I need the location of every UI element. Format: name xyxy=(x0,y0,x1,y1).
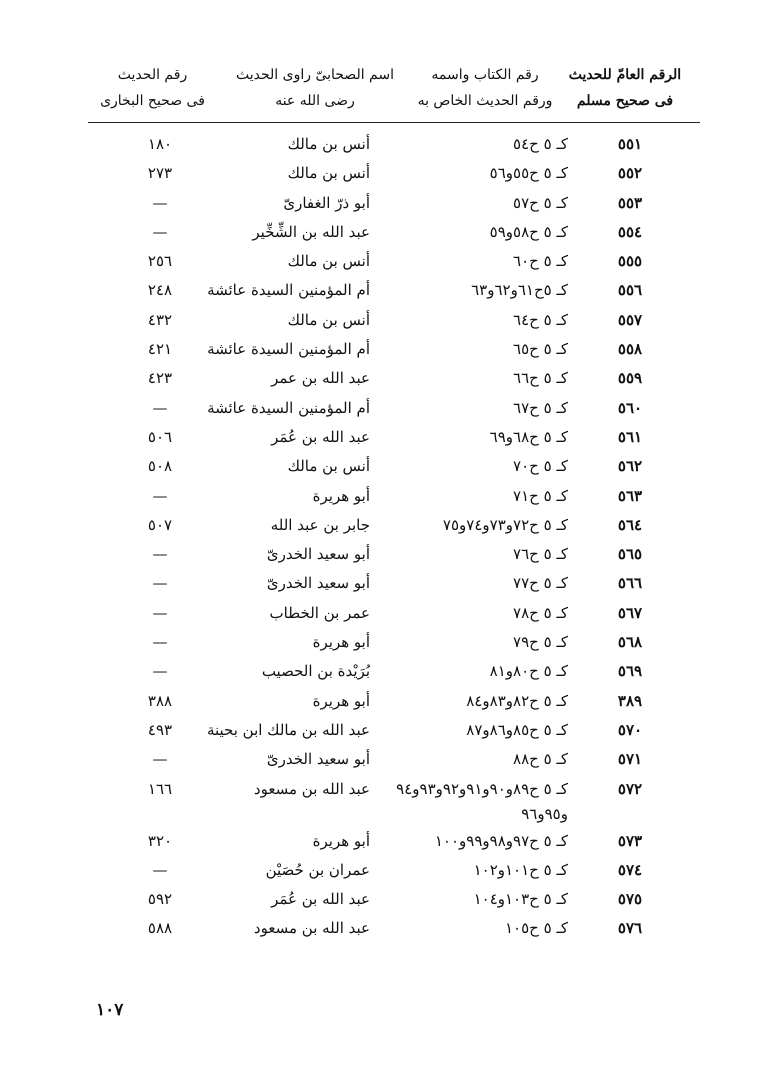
narrator-cell: عبد الله بن عُمَر xyxy=(271,890,370,909)
book-reference-cell xyxy=(408,657,568,686)
narrator-cell: أنس بن مالك xyxy=(287,164,370,183)
book-reference-text: كـ ٥ ح٧٩ xyxy=(513,633,568,652)
book-reference-text: كـ ٥ح٦١و٦٢و٦٣ xyxy=(471,281,568,300)
header-book-line1: رقم الكتاب واسمه xyxy=(431,67,539,83)
bukhari-number-cell: — xyxy=(152,193,168,212)
table-row xyxy=(90,775,690,827)
bukhari-number-cell: — xyxy=(152,750,168,769)
narrator-cell: أبو هريرة xyxy=(312,691,370,710)
hadith-number-cell: ٥٧٦ xyxy=(617,919,643,938)
narrator-cell: أم المؤمنين السيدة عائشة xyxy=(207,281,370,300)
hadith-number-cell: ٥٦٤ xyxy=(617,515,643,534)
header-book-line2: ورقم الحديث الخاص به xyxy=(417,93,553,109)
table-row xyxy=(90,364,690,393)
table-row xyxy=(90,130,690,159)
table-row xyxy=(90,276,690,305)
hadith-number-cell: ٥٧١ xyxy=(617,750,643,769)
header-narrator-line2: رضى الله عنه xyxy=(275,93,355,109)
book-reference-cell xyxy=(408,716,568,745)
hadith-number-cell: ٥٦٦ xyxy=(617,574,643,593)
page-number: ١٠٧ xyxy=(96,1000,124,1020)
book-reference-cell xyxy=(408,306,568,335)
bukhari-number-cell: ٢٥٦ xyxy=(147,252,173,271)
book-reference-cell xyxy=(408,827,568,856)
hadith-number-cell: ٥٦٠ xyxy=(617,398,643,417)
book-reference-cell xyxy=(408,856,568,885)
header-bukhari xyxy=(90,62,215,114)
book-reference-text: كـ ٥ ح٥٧ xyxy=(513,193,568,212)
book-reference-text: كـ ٥ ح٧٦ xyxy=(513,545,568,564)
hadith-number-cell: ٥٦١ xyxy=(617,427,643,446)
narrator-cell: عبد الله بن مسعود xyxy=(253,919,370,938)
narrator-cell: عبد الله بن مالك ابن بحينة xyxy=(206,720,370,739)
table-row xyxy=(90,335,690,364)
bukhari-number-cell: — xyxy=(152,633,168,652)
bukhari-number-cell: ٥٠٦ xyxy=(147,427,173,446)
book-reference-cell xyxy=(408,569,568,598)
book-reference-text: كـ ٥ ح٦٦ xyxy=(513,369,568,388)
hadith-number-cell: ٥٥٣ xyxy=(617,193,643,212)
header-divider xyxy=(88,122,700,123)
book-reference-cell xyxy=(408,687,568,716)
narrator-cell: جابر بن عبد الله xyxy=(270,515,370,534)
table-row xyxy=(90,218,690,247)
header-narrator xyxy=(235,62,395,114)
table-row xyxy=(90,827,690,856)
hadith-number-cell: ٥٦٢ xyxy=(617,457,643,476)
narrator-cell: أبو سعيد الخدرىّ xyxy=(266,545,370,564)
bukhari-number-cell: ٤٣٢ xyxy=(147,310,173,329)
book-reference-text: كـ ٥ ح٨٨ xyxy=(513,750,568,769)
bukhari-number-cell: ١٦٦ xyxy=(147,779,173,798)
hadith-number-cell: ٥٧٥ xyxy=(617,890,643,909)
bukhari-number-cell: ٥٠٧ xyxy=(147,515,173,534)
book-reference-cell xyxy=(408,745,568,774)
book-reference-cell xyxy=(408,247,568,276)
hadith-number-cell: ٥٥٥ xyxy=(617,252,643,271)
bukhari-number-cell: ٤٢٣ xyxy=(147,369,173,388)
table-body xyxy=(90,130,690,944)
book-reference-cell xyxy=(408,159,568,188)
narrator-cell: عبد الله بن مسعود xyxy=(253,779,370,798)
book-reference-text: كـ ٥ ح٨٥و٨٦و٨٧ xyxy=(466,720,568,739)
book-reference-text: كـ ٥ ح٧٧ xyxy=(513,574,568,593)
table-row xyxy=(90,628,690,657)
bukhari-number-cell: ٥٠٨ xyxy=(147,457,173,476)
hadith-number-cell: ٥٧٤ xyxy=(617,860,643,879)
narrator-cell: أنس بن مالك xyxy=(287,252,370,271)
book-reference-cell xyxy=(408,511,568,540)
narrator-cell: أبو سعيد الخدرىّ xyxy=(266,574,370,593)
table-row xyxy=(90,306,690,335)
book-reference-text: كـ ٥ ح٧١ xyxy=(513,486,568,505)
table-row xyxy=(90,657,690,686)
book-reference-cell xyxy=(408,394,568,423)
narrator-cell: أنس بن مالك xyxy=(287,310,370,329)
narrator-cell: أم المؤمنين السيدة عائشة xyxy=(207,340,370,359)
book-reference-cell xyxy=(408,130,568,159)
narrator-cell: عبد الله بن عمر xyxy=(271,369,370,388)
hadith-number-cell: ٥٥٤ xyxy=(617,222,643,241)
table-row xyxy=(90,423,690,452)
bukhari-number-cell: — xyxy=(152,486,168,505)
header-hadith-number-line2: فى صحيح مسلم xyxy=(576,93,674,109)
narrator-cell: أنس بن مالك xyxy=(287,135,370,153)
bukhari-number-cell: ٥٨٨ xyxy=(147,919,173,938)
table-row xyxy=(90,914,690,943)
bukhari-number-cell: — xyxy=(152,860,168,879)
hadith-number-cell: ٥٥٢ xyxy=(617,164,643,183)
table-row xyxy=(90,189,690,218)
narrator-cell: عمران بن حُصَيْن xyxy=(265,860,370,879)
hadith-number-cell: ٥٥٦ xyxy=(617,281,643,300)
hadith-number-cell: ٥٦٨ xyxy=(617,633,643,652)
book-reference-text: كـ ٥ ح٨٠و٨١ xyxy=(489,662,568,681)
book-reference-text: كـ ٥ ح٦٧ xyxy=(513,398,568,417)
hadith-number-cell: ٥٧٣ xyxy=(617,831,643,850)
table-row xyxy=(90,856,690,885)
book-reference-text: كـ ٥ ح٦٤ xyxy=(513,310,568,329)
bukhari-number-cell: ٣٨٨ xyxy=(147,691,173,710)
hadith-number-cell: ٥٦٩ xyxy=(617,662,643,681)
book-reference-cell xyxy=(408,540,568,569)
book-reference-text: كـ ٥ ح٥٥و٥٦ xyxy=(489,164,568,183)
bukhari-number-cell: ٢٧٣ xyxy=(147,164,173,183)
narrator-cell: أم المؤمنين السيدة عائشة xyxy=(207,398,370,417)
book-reference-cell xyxy=(408,452,568,481)
bukhari-number-cell: ٤٢١ xyxy=(147,340,173,359)
table-row xyxy=(90,540,690,569)
hadith-number-cell: ٥٥١ xyxy=(617,135,643,153)
bukhari-number-cell: — xyxy=(152,662,168,681)
table-row xyxy=(90,452,690,481)
hadith-number-cell: ٥٧٢ xyxy=(617,779,643,798)
hadith-number-cell: ٥٥٧ xyxy=(617,310,643,329)
bukhari-number-cell: — xyxy=(152,545,168,564)
book-reference-cell xyxy=(408,599,568,628)
table-row xyxy=(90,569,690,598)
book-reference-cell xyxy=(408,885,568,914)
book-reference-text: كـ ٥ ح٧٨ xyxy=(513,603,568,622)
hadith-number-cell: ٥٧٠ xyxy=(617,720,643,739)
book-reference-text: كـ ٥ ح١٠٣و١٠٤ xyxy=(473,890,568,909)
book-reference-text: كـ ٥ ح٨٢و٨٣و٨٤ xyxy=(466,691,568,710)
bukhari-number-cell: ٣٢٠ xyxy=(147,831,173,850)
narrator-cell: أنس بن مالك xyxy=(287,457,370,476)
narrator-cell: عمر بن الخطاب xyxy=(269,603,370,622)
bukhari-number-cell: — xyxy=(152,603,168,622)
narrator-cell: أبو هريرة xyxy=(312,633,370,652)
book-reference-cell xyxy=(408,335,568,364)
book-reference-text: كـ ٥ ح٦٠ xyxy=(513,252,568,271)
bukhari-number-cell: ٤٩٣ xyxy=(147,720,173,739)
bukhari-number-cell: — xyxy=(152,398,168,417)
book-reference-cell xyxy=(408,364,568,393)
narrator-cell: أبو هريرة xyxy=(312,486,370,505)
hadith-number-cell: ٥٦٧ xyxy=(617,603,643,622)
book-reference-text: كـ ٥ ح٥٨و٥٩ xyxy=(489,222,568,241)
hadith-number-cell: ٣٨٩ xyxy=(617,691,643,710)
narrator-cell: عبد الله بن الشِّخِّير xyxy=(252,222,370,241)
book-reference-text: كـ ٥ ح٩٧و٩٨و٩٩و١٠٠ xyxy=(434,831,568,850)
hadith-number-cell: ٥٦٥ xyxy=(617,545,643,564)
header-book xyxy=(410,62,560,114)
book-reference-cell xyxy=(408,276,568,305)
book-reference-continuation: و٩٥و٩٦ xyxy=(521,804,568,823)
table-row xyxy=(90,745,690,774)
narrator-cell: عبد الله بن عُمَر xyxy=(271,427,370,446)
book-reference-text: كـ ٥ ح٦٨و٦٩ xyxy=(489,427,568,446)
book-reference-cell xyxy=(408,423,568,452)
narrator-cell: أبو ذرّ الغفارىّ xyxy=(283,193,370,212)
narrator-cell: أبو هريرة xyxy=(312,831,370,850)
header-hadith-number xyxy=(560,62,690,114)
book-reference-text: كـ ٥ ح٨٩و٩٠و٩١و٩٢و٩٣و٩٤ xyxy=(396,779,568,798)
table-row xyxy=(90,511,690,540)
header-narrator-line1: اسم الصحابىّ راوى الحديث xyxy=(235,67,394,83)
table-row xyxy=(90,159,690,188)
table-row xyxy=(90,482,690,511)
header-bukhari-line2: فى صحيح البخارى xyxy=(100,93,205,109)
bukhari-number-cell: — xyxy=(152,574,168,593)
hadith-number-cell: ٥٥٨ xyxy=(617,340,643,359)
bukhari-number-cell: ٢٤٨ xyxy=(147,281,173,300)
table-row xyxy=(90,687,690,716)
table-row xyxy=(90,247,690,276)
table-row xyxy=(90,885,690,914)
book-reference-cell xyxy=(408,914,568,943)
table-row xyxy=(90,716,690,745)
book-reference-text: كـ ٥ ح٥٤ xyxy=(513,135,568,153)
bukhari-number-cell: ١٨٠ xyxy=(147,135,173,153)
narrator-cell: أبو سعيد الخدرىّ xyxy=(266,750,370,769)
table-row xyxy=(90,394,690,423)
book-reference-text: كـ ٥ ح٧٠ xyxy=(513,457,568,476)
hadith-number-cell: ٥٥٩ xyxy=(617,369,643,388)
table-header xyxy=(90,62,690,118)
book-reference-cell xyxy=(396,775,568,824)
book-reference-cell xyxy=(408,628,568,657)
book-reference-text: كـ ٥ ح١٠١و١٠٢ xyxy=(473,860,568,879)
book-reference-cell xyxy=(408,189,568,218)
bukhari-number-cell: — xyxy=(152,222,168,241)
book-reference-text: كـ ٥ ح٧٢و٧٣و٧٤و٧٥ xyxy=(442,515,568,534)
header-hadith-number-line1: الرقم العامّ للحديث xyxy=(568,67,682,83)
book-reference-cell xyxy=(408,218,568,247)
book-reference-cell xyxy=(408,482,568,511)
bukhari-number-cell: ٥٩٢ xyxy=(147,890,173,909)
table-row xyxy=(90,599,690,628)
book-reference-text: كـ ٥ ح٦٥ xyxy=(513,340,568,359)
hadith-number-cell: ٥٦٣ xyxy=(617,486,643,505)
narrator-cell: بُرَيْدة بن الحصيب xyxy=(261,662,370,681)
book-reference-text: كـ ٥ ح١٠٥ xyxy=(505,919,568,938)
header-bukhari-line1: رقم الحديث xyxy=(117,67,188,83)
